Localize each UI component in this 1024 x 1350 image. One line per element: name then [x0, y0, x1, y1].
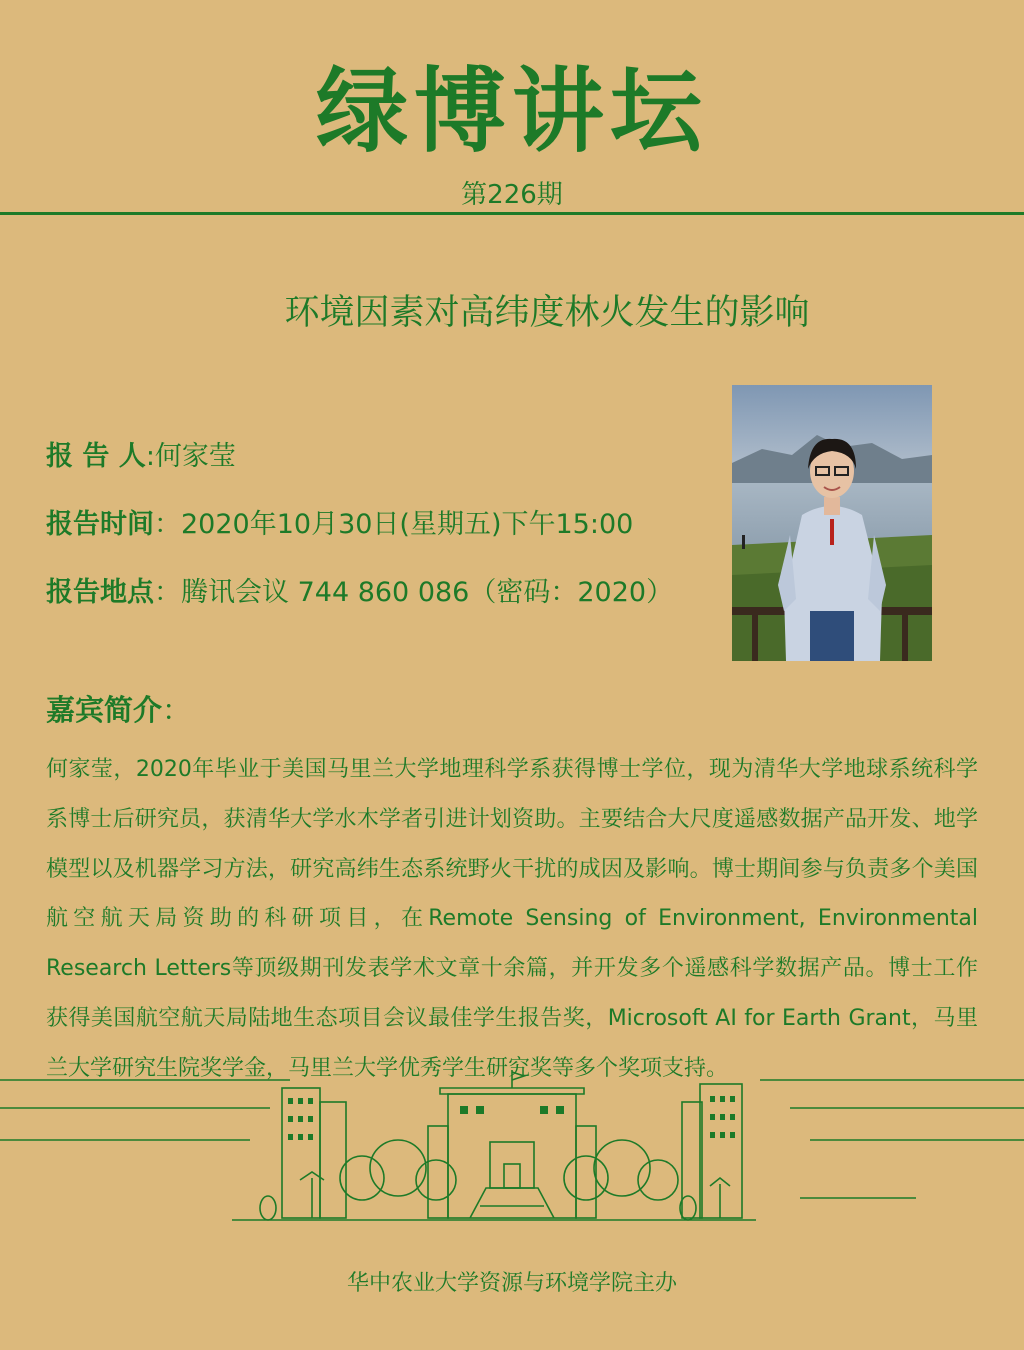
- speaker-label: 报 告 人: [46, 441, 146, 472]
- speaker-photo-illustration: [732, 385, 932, 661]
- speaker-name: 何家莹: [154, 441, 236, 472]
- header-divider: [0, 212, 1024, 215]
- bio-heading-colon: ：: [162, 693, 192, 727]
- place-row: [46, 570, 673, 609]
- bio-heading: [46, 688, 191, 729]
- place-label: 报告地点: [46, 577, 154, 608]
- campus-illustration: [0, 1068, 1024, 1228]
- time-label: 报告时间: [46, 509, 154, 540]
- issue-number: 第226期: [461, 180, 563, 210]
- time-value: 2020年10月30日(星期五)下午15:00: [181, 509, 634, 540]
- time-separator: ：: [154, 509, 181, 540]
- place-value: 腾讯会议 744 860 086（密码：2020）: [181, 577, 674, 608]
- time-row: [46, 502, 633, 541]
- speaker-separator: :: [145, 441, 155, 472]
- bio-text: 何家莹，2020年毕业于美国马里兰大学地理科学系获得博士学位，现为清华大学地球系统科学系博士后研究员，获清华大学水木学者引进计划资助。主要结合大尺度遥感数据产品开发、地学模型以及机器学习方法，研究高纬生态系统野火干扰的成因及影响。博士期间参与负责多个美国航空航天局资助的科研项目，在Remote Sensing of Environment, Environmental Research Letters等顶级期刊发表学术文章十余篇，并开发多个遥感科学数据产品。博士工作获得美国航空航天局陆地生态项目会议最佳学生报告奖，Microsoft AI for Earth Grant，马里兰大学研究生院奖学金，马里兰大学优秀学生研究奖等多个奖项支持。: [46, 757, 978, 1081]
- talk-title: 环境因素对高纬度林火发生的影响: [284, 293, 810, 333]
- speaker-row: [46, 434, 236, 473]
- speaker-photo: [732, 385, 932, 661]
- bio-heading-label: 嘉宾简介: [46, 693, 163, 727]
- place-separator: ：: [154, 577, 181, 608]
- organizer-footer: 华中农业大学资源与环境学院主办: [346, 1271, 677, 1296]
- series-title: 绿博讲坛: [315, 58, 708, 165]
